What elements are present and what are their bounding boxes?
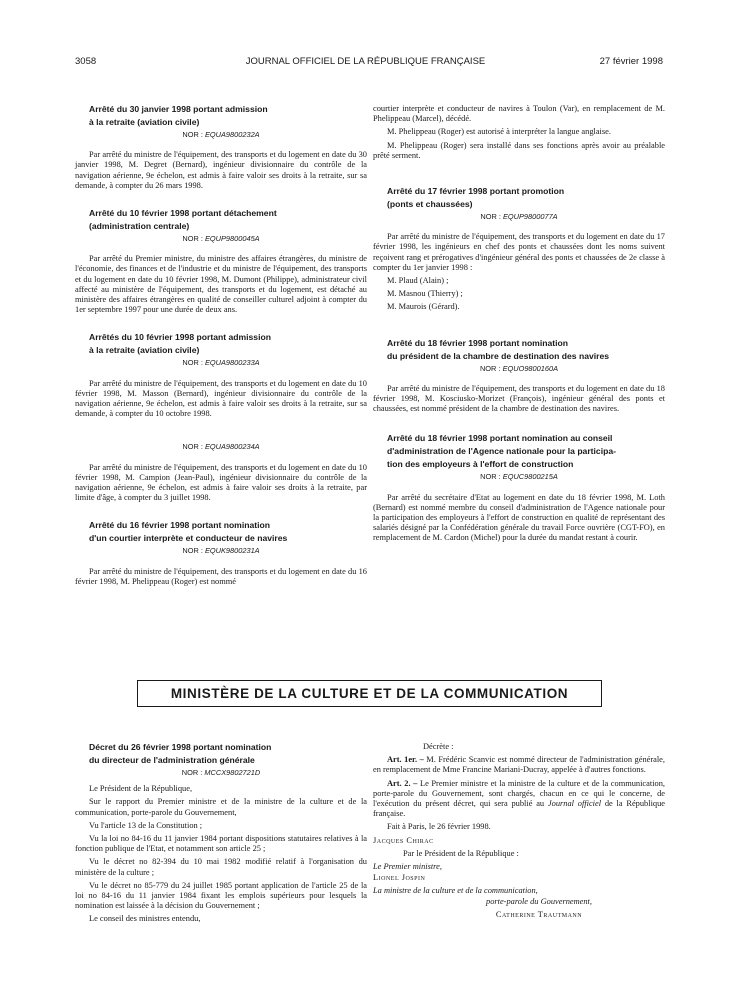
arrete-title: Arrêtés du 10 février 1998 portant admission <box>89 332 271 343</box>
nor-line: NOR : EQUA9800234A <box>182 442 260 452</box>
arrete-30-janvier <box>75 104 367 191</box>
arrete-subtitle: d'administration de l'Agence nationale pour la participa- <box>387 446 616 457</box>
arrete-continuation <box>373 104 665 161</box>
minister-subtitle: porte-parole du Gouvernement, <box>486 896 592 906</box>
arrete-16-fevrier <box>75 520 367 587</box>
minister-title: La ministre de la culture et de la communication, <box>373 886 538 896</box>
signature-date: Fait à Paris, le 26 février 1998. <box>387 822 491 832</box>
arrete-body: Par arrêté du ministre de l'équipement, des transports et du logement en date du 18 février 1998, M. Kosciusko-Morizet (François), ingénieur général des ponts et chaussées, est nommé président de la chambre de destination des navires. <box>373 383 665 414</box>
arrete-body: Par arrêté du ministre de l'équipement, des transports et du logement en date du 16 février 1998, M. Phelippeau (Roger) est nommé <box>75 566 367 586</box>
nor-line: NOR : EQUP9800077A <box>480 212 558 222</box>
decret-title: Décret du 26 février 1998 portant nomination <box>89 742 272 752</box>
decret-paragraph: Vu le décret no 85-779 du 24 juillet 1985 portant application de l'article 25 de la loi no 84-16 du 11 janvier 1984 fixant les emplois supérieurs pour lesquels la nomination est laissée à la décision du Gouvernement ; <box>75 880 367 911</box>
decret-paragraph: Le conseil des ministres entendu, <box>89 914 201 924</box>
nor-line: NOR : EQUO9800160A <box>479 363 559 373</box>
nor-line: NOR : EQUC9800215A <box>480 472 558 482</box>
arrete-subtitle: d'un courtier interprète et conducteur de navires <box>89 533 288 544</box>
arrete-subtitle: tion des employeurs à l'effort de construction <box>387 459 574 470</box>
arrete-body: Par arrêté du ministre de l'équipement, des transports et du logement en date du 17 février 1998, les ingénieurs en chef des ponts et chaussées dont les noms suivent reçoivent rang et prérogatives d'ingénieur général des ponts et chaussées de 2e classe à compter du 1er janvier 1998 : <box>373 232 665 272</box>
arrete-18-fevrier-agence <box>373 433 665 543</box>
ministry-banner: MINISTÈRE DE LA CULTURE ET DE LA COMMUNICATION <box>137 680 602 707</box>
journal-title: JOURNAL OFFICIEL DE LA RÉPUBLIQUE FRANÇAISE <box>245 56 486 67</box>
arrete-body: Par arrêté du ministre de l'équipement, des transports et du logement en date du 10 février 1998, M. Campion (Jean-Paul), ingénieur divisionnaire du contrôle de la navigation aérienne, 9e échelon, est admis à faire valoir ses droits à la retraite, par limite d'âge, à compter du 3 juillet 1998. <box>75 462 367 503</box>
minister-signature: Catherine Trautmann <box>495 909 583 919</box>
decret-paragraph: Le Président de la République, <box>89 784 193 794</box>
arrete-body: Par arrêté du ministre de l'équipement, des transports et du logement en date du 10 février 1998, M. Masson (Bernard), ingénieur divisionnaire du contrôle de la navigation aérienne, 9e échelon, est admis à faire valoir ses droits à la retraite, sur sa demande, à compter du 10 octobre 1998. <box>75 378 367 419</box>
name-item: M. Maurois (Gérard). <box>387 302 460 312</box>
arrete-title: Arrêté du 18 février 1998 portant nomination au conseil <box>387 433 613 444</box>
arrete-body: Par arrêté du ministre de l'équipement, des transports et du logement en date du 30 janvier 1998, M. Degret (Bernard), ingénieur divisionnaire du contrôle de la navigation aérienne, 9e échelon, est admis à faire valoir ses droits à la retraite, sur sa demande, à compter du 26 mars 1998. <box>75 150 367 190</box>
decret-subtitle: du directeur de l'administration générale <box>89 755 255 765</box>
arrete-18-fevrier-chambre <box>373 338 665 415</box>
article-1: Art. 1er. – M. Frédéric Scanvic est nommé directeur de l'administration générale, en remplacement de Mme Francine Mariani-Ducray, appelée à d'autres fonctions. <box>373 755 665 775</box>
nor-line: NOR : EQUA9800232A <box>182 130 260 139</box>
arrete-title: Arrêté du 30 janvier 1998 portant admission <box>89 104 268 114</box>
decret-right-column <box>373 742 665 923</box>
article-2: Art. 2. – Le Premier ministre et la ministre de la culture et de la communication, porte-parole du Gouvernement, sont chargés, chacun en ce qui le concerne, de l'exécution du présent décret, qui sera publié au Journal officiel de la République française. <box>373 778 665 819</box>
decret-paragraph: Sur le rapport du Premier ministre et de la ministre de la culture et de la communication, porte-parole du Gouvernement, <box>75 797 367 817</box>
pm-signature: Lionel Jospin <box>373 873 426 883</box>
body-paragraph: M. Phelippeau (Roger) sera installé dans ses fonctions après avoir au préalable prêté serment. <box>373 140 665 160</box>
name-item: M. Plaud (Alain) ; <box>387 276 449 286</box>
decrete-label: Décrète : <box>423 742 454 751</box>
nor-line: NOR : MCCX9802721D <box>181 768 261 777</box>
president-signature: Jacques Chirac <box>373 835 434 845</box>
arrete-title: Arrêté du 17 février 1998 portant promotion <box>387 186 565 197</box>
decret-paragraph: Vu l'article 13 de la Constitution ; <box>89 820 203 830</box>
name-item: M. Masnou (Thierry) ; <box>387 289 463 299</box>
right-column <box>373 104 665 547</box>
arrete-subtitle: à la retraite (aviation civile) <box>89 117 200 127</box>
pm-title: Le Premier ministre, <box>373 862 442 872</box>
issue-date: 27 février 1998 <box>599 56 663 67</box>
decret-paragraph: Vu la loi no 84-16 du 11 janvier 1984 portant dispositions statutaires relatives à la fonction publique de l'Etat, et notamment son article 25 ; <box>75 834 367 854</box>
arretes-10-fevrier-retraite <box>75 332 367 503</box>
arrete-title: Arrêté du 16 février 1998 portant nomination <box>89 520 270 531</box>
arrete-subtitle: (administration centrale) <box>89 221 190 232</box>
arrete-17-fevrier <box>373 186 665 313</box>
page-number: 3058 <box>75 56 97 67</box>
arrete-subtitle: du président de la chambre de destination des navires <box>387 350 610 361</box>
body-paragraph: courtier interprète et conducteur de navires à Toulon (Var), en remplacement de M. Phelippeau (Marcel), décédé. <box>373 104 665 124</box>
left-column <box>75 104 367 590</box>
arrete-subtitle: (ponts et chaussées) <box>387 199 473 210</box>
nor-line: NOR : EQUA9800233A <box>182 358 260 368</box>
article-label: Art. 1er. – <box>387 755 424 765</box>
decret-left-column <box>75 742 367 928</box>
nor-line: NOR : EQUP9800045A <box>182 234 260 244</box>
nor-line: NOR : EQUK9800231A <box>182 546 260 556</box>
article-label: Art. 2. – <box>387 778 418 788</box>
arrete-body: Par arrêté du secrétaire d'Etat au logement en date du 18 février 1998, M. Loth (Bernard) est nommé membre du conseil d'administration de l'Agence nationale pour la participation des employeurs à l'effort de construction en qualité de représentant des salariés désigné par la Confédération générale du travail Force ouvrière (CGT-FO), en remplacement de M. Cardon (Michel) pour la durée du mandat restant à courir. <box>373 492 665 543</box>
arrete-10-fevrier-detachement <box>75 208 367 315</box>
body-paragraph: M. Phelippeau (Roger) est autorisé à interpréter la langue anglaise. <box>387 127 611 137</box>
arrete-title: Arrêté du 10 février 1998 portant détachement <box>89 208 277 219</box>
arrete-title: Arrêté du 18 février 1998 portant nomination <box>387 337 568 348</box>
arrete-body: Par arrêté du Premier ministre, du ministre des affaires étrangères, du ministre de l'économie, des finances et de l'industrie et du ministre de l'équipement, des transports et du logement en date du 10 février 1998, M. Dumont (Philippe), administrateur civil affecté au ministère de l'équipement, des transports et du logement, est détaché au ministère des affaires étrangères en qualité de conseiller culturel adjoint à compter du 1er septembre 1997 pour une durée de deux ans. <box>75 254 367 315</box>
arrete-subtitle: à la retraite (aviation civile) <box>89 345 200 356</box>
par-le-president: Par le Président de la République : <box>403 848 519 858</box>
decret-paragraph: Vu le décret no 82-394 du 10 mai 1982 modifié relatif à l'organisation du ministère de la culture ; <box>75 857 367 877</box>
